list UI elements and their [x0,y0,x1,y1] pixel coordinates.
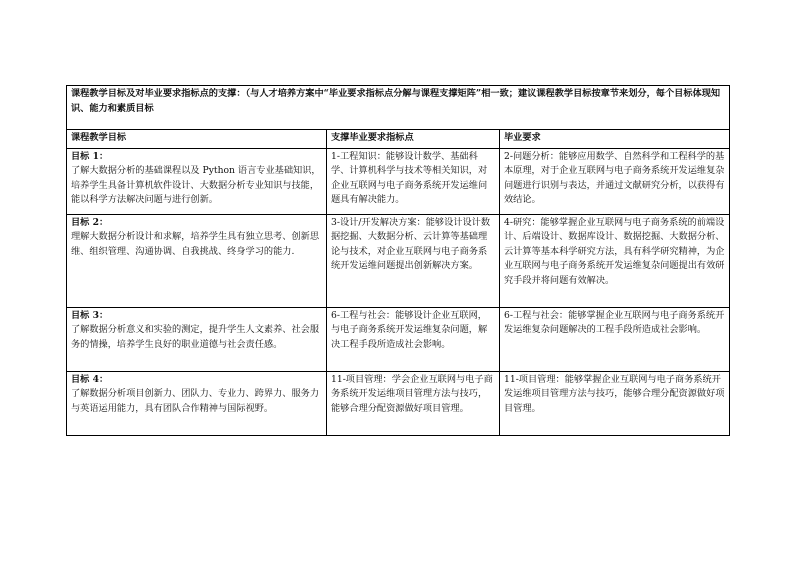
requirement-cell: 2-问题分析：能够应用数学、自然科学和工程科学的基本原理，对于企业互联网与电子商务系统开发运维复杂问题进行识别与表达，并通过文献研究分析，以获得有效结论。 [500,148,730,214]
table-intro: 课程教学目标及对毕业要求指标点的支撑：（与人才培养方案中“毕业要求指标点分解与课程支撑矩阵”相一致；建议课程教学目标按章节来划分，每个目标体现知识、能力和素质目标 [67,86,730,130]
indicator-cell: 1-工程知识：能够设计数学、基础科学、计算机科学与技术等相关知识，对企业互联网与电子商务系统开发运维问题具有解决能力。 [327,148,500,214]
goal-title: 目标 3： [71,309,109,321]
header-indicator: 支撑毕业要求指标点 [327,130,500,149]
goals-table [66,85,730,436]
goal-title: 目标 1： [71,150,109,162]
requirement-cell: 4-研究：能够掌握企业互联网与电子商务系统的前端设计、后端设计、数据库设计、数据挖掘、大数据分析、云计算等基本科学研究方法，具有科学研究精神，为企业互联网与电子商务系统开发运维复杂问题提出有效研究手段并将问题有效解决。 [500,214,730,307]
goal-text: 了解数据分析意义和实验的测定，提升学生人文素养、社会服务的情操，培养学生良好的职业道德与社会责任感。 [71,324,320,350]
goal-text: 理解大数据分析设计和求解，培养学生具有独立思考、创新思维、组织管理、沟通协调、自我挑战、终身学习的能力. [71,231,320,257]
indicator-cell: 6-工程与社会：能够设计企业互联网，与电子商务系统开发运维复杂问题，解决工程手段所造成社会影响。 [327,307,500,371]
indicator-cell: 11-项目管理：学会企业互联网与电子商务系统开发运维项目管理方法与技巧，能够合理分配资源做好项目管理。 [327,371,500,435]
goal-cell [67,214,327,307]
goal-cell [67,148,327,214]
table-row [67,214,730,307]
goal-title: 目标 2： [71,216,109,228]
goal-title: 目标 4： [71,373,109,385]
table-row [67,148,730,214]
header-course-goal: 课程教学目标 [67,130,327,149]
table-row [67,307,730,371]
table-row [67,371,730,435]
goal-cell [67,371,327,435]
goal-text: 了解数据分析项目创新力、团队力、专业力、跨界力、服务力与英语运用能力，具有团队合作精神与国际视野。 [71,388,320,414]
goal-cell [67,307,327,371]
header-requirement: 毕业要求 [500,130,730,149]
requirement-cell: 11-项目管理：能够掌握企业互联网与电子商务系统开发运维项目管理方法与技巧，能够合理分配资源做好项目管理。 [500,371,730,435]
indicator-cell: 3-设计/开发解决方案：能够设计设计数据挖掘、大数据分析、云计算等基础理论与技术，对企业互联网与电子商务系统开发运维问题提出创新解决方案。 [327,214,500,307]
goal-text: 了解大数据分析的基础课程以及 Python 语言专业基础知识，培养学生具备计算机软件设计、大数据分析专业知识与技能，能以科学方法解决问题与进行创新。 [71,165,321,206]
requirement-cell: 6-工程与社会：能够掌握企业互联网与电子商务系统开发运维复杂问题解决的工程手段所造成社会影响。 [500,307,730,371]
